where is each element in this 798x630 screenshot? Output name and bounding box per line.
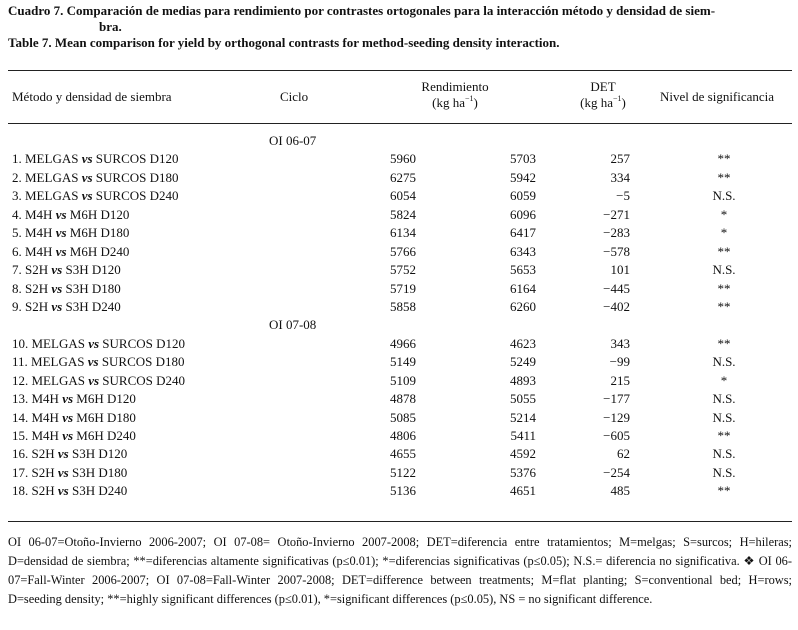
cell-rendimiento-1: 6275 bbox=[390, 169, 416, 185]
cell-rendimiento-1: 5960 bbox=[390, 151, 416, 167]
cell-method: 10. MELGAS vs SURCOS D120 bbox=[12, 335, 186, 351]
cell-significance: N.S. bbox=[712, 262, 736, 278]
cell-significance: ** bbox=[717, 335, 731, 351]
cell-significance: N.S. bbox=[712, 354, 736, 370]
cell-method: 1. MELGAS vs SURCOS D120 bbox=[12, 151, 179, 167]
cell-rendimiento-2: 6096 bbox=[510, 206, 536, 222]
caption-spanish: Cuadro 7. Comparación de medias para rendimiento por contrastes ortogonales para la interacción método y densidad de siem- bbox=[8, 3, 716, 18]
table-row bbox=[0, 243, 798, 261]
cell-rendimiento-2: 5376 bbox=[510, 464, 536, 480]
cell-rendimiento-2: 6260 bbox=[510, 298, 536, 314]
table-row bbox=[0, 206, 798, 224]
table-body bbox=[0, 132, 798, 501]
section-label: OI 06-07 bbox=[269, 133, 317, 148]
table-row bbox=[0, 298, 798, 316]
cell-rendimiento-2: 5249 bbox=[510, 354, 536, 370]
top-rule bbox=[8, 70, 792, 71]
section-label: OI 07-08 bbox=[269, 317, 317, 333]
table-row bbox=[0, 409, 798, 427]
cell-significance: N.S. bbox=[712, 446, 736, 462]
cell-rendimiento-1: 4655 bbox=[390, 446, 416, 462]
cell-rendimiento-1: 4806 bbox=[390, 428, 416, 443]
cell-significance: * bbox=[720, 225, 728, 241]
cell-rendimiento-1: 5824 bbox=[390, 206, 416, 222]
header-rule bbox=[8, 123, 792, 124]
table-row bbox=[0, 482, 798, 500]
cell-method: 6. M4H vs M6H D240 bbox=[12, 243, 130, 259]
cell-method: 8. S2H vs S3H D180 bbox=[12, 280, 121, 296]
cell-method: 7. S2H vs S3H D120 bbox=[12, 262, 121, 278]
table-row bbox=[0, 372, 798, 390]
cell-significance: * bbox=[720, 372, 728, 388]
cell-rendimiento-1: 6054 bbox=[390, 188, 416, 204]
cell-rendimiento-1: 5766 bbox=[390, 243, 416, 259]
cell-det: 101 bbox=[610, 262, 630, 278]
cell-method: 3. MELGAS vs SURCOS D240 bbox=[12, 188, 179, 204]
cell-det: −605 bbox=[603, 428, 630, 443]
table-row bbox=[0, 445, 798, 463]
cell-rendimiento-2: 4651 bbox=[510, 483, 536, 499]
cell-rendimiento-1: 4966 bbox=[390, 335, 416, 351]
cell-det: 62 bbox=[617, 446, 630, 462]
table-row bbox=[0, 427, 798, 445]
caption-english: Table 7. Mean comparison for yield by orthogonal contrasts for method-seeding density interaction. bbox=[8, 35, 560, 50]
cell-significance: ** bbox=[717, 280, 731, 296]
cell-det: −177 bbox=[603, 391, 630, 407]
cell-rendimiento-1: 6134 bbox=[390, 225, 416, 241]
cell-significance: N.S. bbox=[712, 391, 736, 407]
cell-det: 215 bbox=[610, 372, 630, 388]
cell-significance: ** bbox=[717, 428, 731, 443]
cell-rendimiento-1: 5109 bbox=[390, 372, 416, 388]
cell-rendimiento-1: 5752 bbox=[390, 262, 416, 278]
header-ciclo: Ciclo bbox=[280, 89, 309, 104]
cell-method: 15. M4H vs M6H D240 bbox=[12, 428, 136, 443]
cell-det: −5 bbox=[616, 188, 630, 204]
cell-significance: ** bbox=[717, 483, 731, 499]
cell-det: −99 bbox=[609, 354, 630, 370]
cell-rendimiento-2: 5411 bbox=[510, 428, 536, 443]
table-row bbox=[0, 261, 798, 279]
cell-det: −402 bbox=[603, 298, 630, 314]
cell-significance: N.S. bbox=[712, 188, 736, 204]
header-rendimiento bbox=[400, 79, 510, 111]
cell-method: 18. S2H vs S3H D240 bbox=[12, 483, 128, 499]
cell-det: 334 bbox=[610, 169, 630, 185]
cell-significance: N.S. bbox=[712, 409, 736, 425]
cell-significance: N.S. bbox=[712, 464, 736, 480]
header-det-title: DET bbox=[590, 79, 616, 94]
cell-rendimiento-2: 5942 bbox=[510, 169, 536, 185]
cell-rendimiento-2: 5703 bbox=[510, 151, 536, 167]
cell-method: 9. S2H vs S3H D240 bbox=[12, 298, 121, 314]
table-row bbox=[0, 187, 798, 205]
table-row bbox=[0, 169, 798, 187]
cell-rendimiento-2: 6343 bbox=[510, 243, 536, 259]
cell-rendimiento-2: 4623 bbox=[510, 335, 536, 351]
table-caption bbox=[8, 3, 792, 51]
cell-method: 14. M4H vs M6H D180 bbox=[12, 409, 136, 425]
cell-method: 4. M4H vs M6H D120 bbox=[12, 206, 130, 222]
cell-rendimiento-2: 6059 bbox=[510, 188, 536, 204]
header-method: Método y densidad de siembra bbox=[12, 89, 172, 104]
cell-method: 11. MELGAS vs SURCOS D180 bbox=[12, 354, 185, 370]
caption-spanish-continued: bra. bbox=[99, 19, 122, 34]
table-row bbox=[0, 280, 798, 298]
cell-significance: ** bbox=[717, 298, 731, 314]
cell-det: 257 bbox=[610, 151, 630, 167]
header-nivel: Nivel de significancia bbox=[660, 89, 775, 104]
table-row bbox=[0, 390, 798, 408]
cell-rendimiento-2: 6417 bbox=[510, 225, 536, 241]
header-rendimiento-title: Rendimiento bbox=[421, 79, 489, 94]
cell-rendimiento-1: 5122 bbox=[390, 464, 416, 480]
cell-det: −578 bbox=[603, 243, 630, 259]
bottom-rule bbox=[8, 521, 792, 522]
cell-method: 5. M4H vs M6H D180 bbox=[12, 225, 130, 241]
header-det bbox=[570, 79, 636, 111]
table-notes: OI 06-07=Otoño-Invierno 2006-2007; OI 07-08= Otoño-Invierno 2007-2008; DET=diferencia entre tratamientos; M=melgas; S=surcos; H=hileras; D=densidad de siembra; **=diferencias altamente significativas (p≤0.01); *=diferencias significativas (p≤0.05); N.S.= diferencia no significativa. ❖ OI 06-07=Fall-Winter 2006-2007; OI 07-08=Fall-Winter 2007-2008; DET=difference between treatments; M=flat planting; S=conventional bed; H=rows; D=seeding density; **=highly significant differences (p≤0.01), *=significant differences (p≤0.05), NS = no significant difference. bbox=[8, 535, 792, 606]
table-row bbox=[0, 150, 798, 168]
section-row bbox=[0, 316, 798, 334]
cell-rendimiento-1: 5149 bbox=[390, 354, 416, 370]
cell-rendimiento-2: 5214 bbox=[510, 409, 536, 425]
cell-rendimiento-2: 6164 bbox=[510, 280, 536, 296]
table-row bbox=[0, 224, 798, 242]
cell-method: 16. S2H vs S3H D120 bbox=[12, 446, 128, 462]
table-row bbox=[0, 335, 798, 353]
cell-method: 2. MELGAS vs SURCOS D180 bbox=[12, 169, 179, 185]
cell-significance: ** bbox=[717, 243, 731, 259]
cell-det: −271 bbox=[603, 206, 630, 222]
cell-rendimiento-1: 4878 bbox=[390, 391, 416, 407]
cell-det: −254 bbox=[603, 464, 630, 480]
cell-rendimiento-2: 4592 bbox=[510, 446, 536, 462]
cell-det: 485 bbox=[610, 483, 630, 499]
cell-significance: ** bbox=[717, 151, 731, 167]
table-row bbox=[0, 353, 798, 371]
cell-rendimiento-2: 5653 bbox=[510, 262, 536, 278]
header-det-unit: (kg $ha^{-1}$) bbox=[580, 93, 626, 110]
cell-method: 12. MELGAS vs SURCOS D240 bbox=[12, 372, 186, 388]
cell-rendimiento-1: 5858 bbox=[390, 298, 416, 314]
cell-rendimiento-2: 5055 bbox=[510, 391, 536, 407]
cell-method: 17. S2H vs S3H D180 bbox=[12, 464, 128, 480]
cell-rendimiento-2: 4893 bbox=[510, 372, 536, 388]
cell-significance: ** bbox=[717, 169, 731, 185]
cell-det: 343 bbox=[610, 335, 630, 351]
header-rendimiento-unit: (kg $ha^{-1}$) bbox=[432, 93, 478, 110]
section-row bbox=[0, 132, 798, 150]
cell-rendimiento-1: 5719 bbox=[390, 280, 416, 296]
cell-method: 13. M4H vs M6H D120 bbox=[12, 391, 136, 407]
cell-det: −283 bbox=[603, 225, 630, 241]
cell-rendimiento-1: 5085 bbox=[390, 409, 416, 425]
table-row bbox=[0, 464, 798, 482]
cell-rendimiento-1: 5136 bbox=[390, 483, 416, 499]
cell-significance: * bbox=[720, 206, 728, 222]
cell-det: −445 bbox=[603, 280, 630, 296]
cell-det: −129 bbox=[603, 409, 630, 425]
